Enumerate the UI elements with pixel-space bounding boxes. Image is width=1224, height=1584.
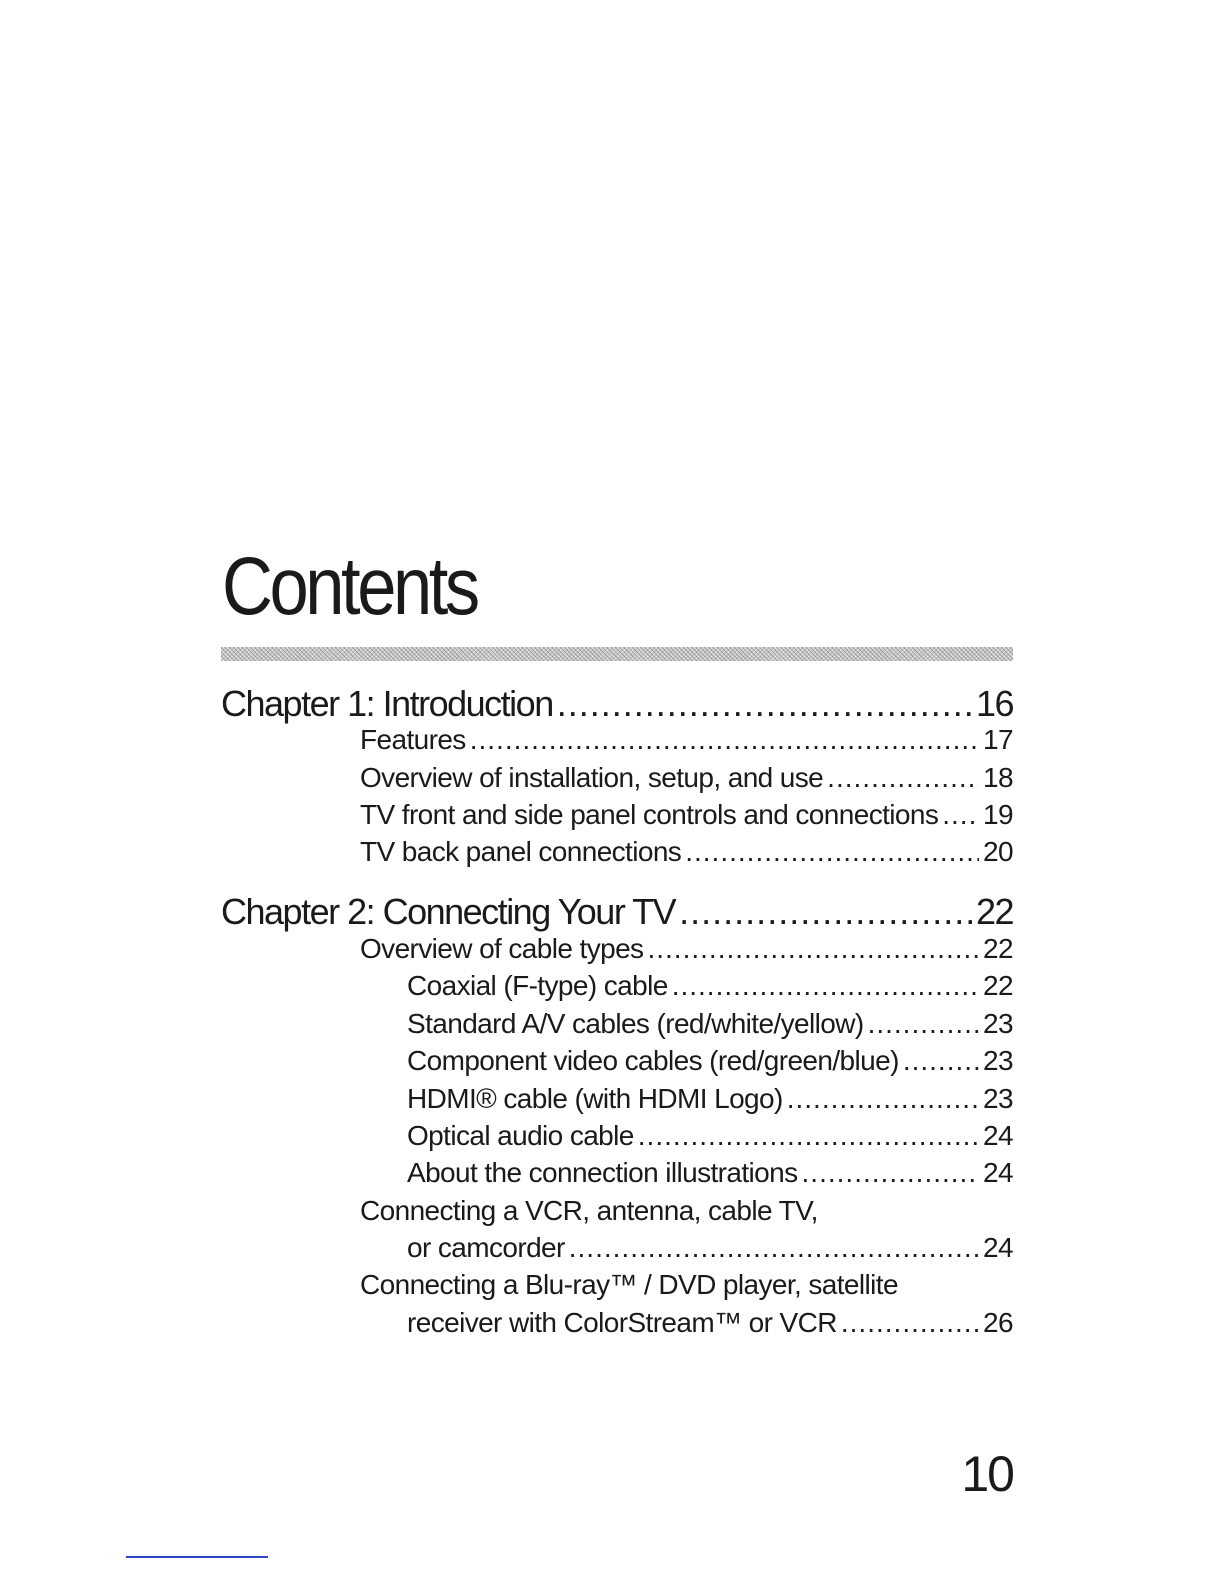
toc-chapter-2-page: 22 xyxy=(975,891,1013,932)
toc-leader xyxy=(868,1008,979,1040)
toc-leader xyxy=(638,1120,979,1152)
toc-leader xyxy=(827,762,979,794)
toc-item-component-video-cables[interactable] xyxy=(407,1045,1013,1085)
toc-item-page: 22 xyxy=(983,970,1013,1001)
toc-item-coaxial-cable[interactable] xyxy=(407,970,1013,1010)
toc-item-page: 24 xyxy=(983,1157,1013,1188)
toc-item-label: Coaxial (F-type) cable xyxy=(407,970,668,1001)
toc-item-page: 23 xyxy=(983,1045,1013,1076)
page-number: 10 xyxy=(961,1446,1013,1502)
toc-leader xyxy=(802,1157,980,1189)
toc-chapter-2-label: Chapter 2: Connecting Your TV xyxy=(221,891,676,932)
toc-item-tv-back-panel[interactable] xyxy=(360,836,1013,876)
toc-chapter-1-page: 16 xyxy=(975,683,1013,724)
toc-item-connecting-vcr[interactable] xyxy=(407,1232,1013,1272)
toc-item-label: About the connection illustrations xyxy=(407,1157,798,1188)
toc-item-cable-types[interactable] xyxy=(360,933,1013,973)
toc-item-label: Features xyxy=(360,724,466,755)
toc-leader xyxy=(672,970,979,1002)
toc-leader xyxy=(679,891,972,933)
toc-item-page: 23 xyxy=(983,1083,1013,1114)
toc-item-page: 24 xyxy=(983,1232,1013,1263)
toc-leader xyxy=(470,724,979,756)
toc-leader xyxy=(647,933,979,965)
toc-item-page: 17 xyxy=(983,724,1013,755)
toc-item-page: 18 xyxy=(983,762,1013,793)
toc-item-connecting-bluray-line1[interactable]: Connecting a Blu-ray™ / DVD player, satellite xyxy=(360,1269,898,1300)
toc-item-label: TV front and side panel controls and connections xyxy=(360,799,939,830)
toc-item-label: Optical audio cable xyxy=(407,1120,634,1151)
toc-chapter-1[interactable] xyxy=(221,683,1013,729)
toc-item-label: Overview of installation, setup, and use xyxy=(360,762,824,793)
toc-leader xyxy=(685,836,979,868)
toc-chapter-1-label: Chapter 1: Introduction xyxy=(221,683,553,724)
toc-item-label: Standard A/V cables (red/white/yellow) xyxy=(407,1008,864,1039)
page-title: Contents xyxy=(222,541,477,632)
toc-item-optical-audio-cable[interactable] xyxy=(407,1120,1013,1160)
toc-item-label: receiver with ColorStream™ or VCR xyxy=(407,1307,837,1338)
toc-leader xyxy=(787,1083,979,1115)
toc-item-label: Component video cables (red/green/blue) xyxy=(407,1045,899,1076)
toc-item-page: 26 xyxy=(983,1307,1013,1338)
toc-item-page: 24 xyxy=(983,1120,1013,1151)
toc-item-connecting-bluray[interactable] xyxy=(407,1307,1013,1347)
toc-leader xyxy=(569,1232,979,1264)
toc-item-page: 19 xyxy=(983,799,1013,830)
toc-item-label: Overview of cable types xyxy=(360,933,644,964)
toc-leader xyxy=(557,683,972,725)
toc-item-page: 20 xyxy=(983,836,1013,867)
toc-leader xyxy=(942,799,979,831)
toc-item-label: or camcorder xyxy=(407,1232,565,1263)
toc-item-connecting-vcr-line1[interactable]: Connecting a VCR, antenna, cable TV, xyxy=(360,1195,818,1226)
toc-item-standard-av-cables[interactable] xyxy=(407,1008,1013,1048)
title-divider xyxy=(221,647,1013,661)
toc-item-overview-installation[interactable] xyxy=(360,762,1013,802)
toc-item-features[interactable] xyxy=(360,724,1013,764)
toc-leader xyxy=(903,1045,979,1077)
toc-item-label: TV back panel connections xyxy=(360,836,682,867)
footer-rule xyxy=(126,1556,268,1558)
toc-item-hdmi-cable[interactable] xyxy=(407,1083,1013,1123)
toc-item-connection-illustrations[interactable] xyxy=(407,1157,1013,1197)
toc-chapter-2[interactable] xyxy=(221,891,1013,937)
toc-item-label: HDMI® cable (with HDMI Logo) xyxy=(407,1083,783,1114)
toc-item-page: 23 xyxy=(983,1008,1013,1039)
toc-leader xyxy=(841,1307,979,1339)
toc-item-tv-front-panel[interactable] xyxy=(360,799,1013,839)
toc-item-page: 22 xyxy=(983,933,1013,964)
